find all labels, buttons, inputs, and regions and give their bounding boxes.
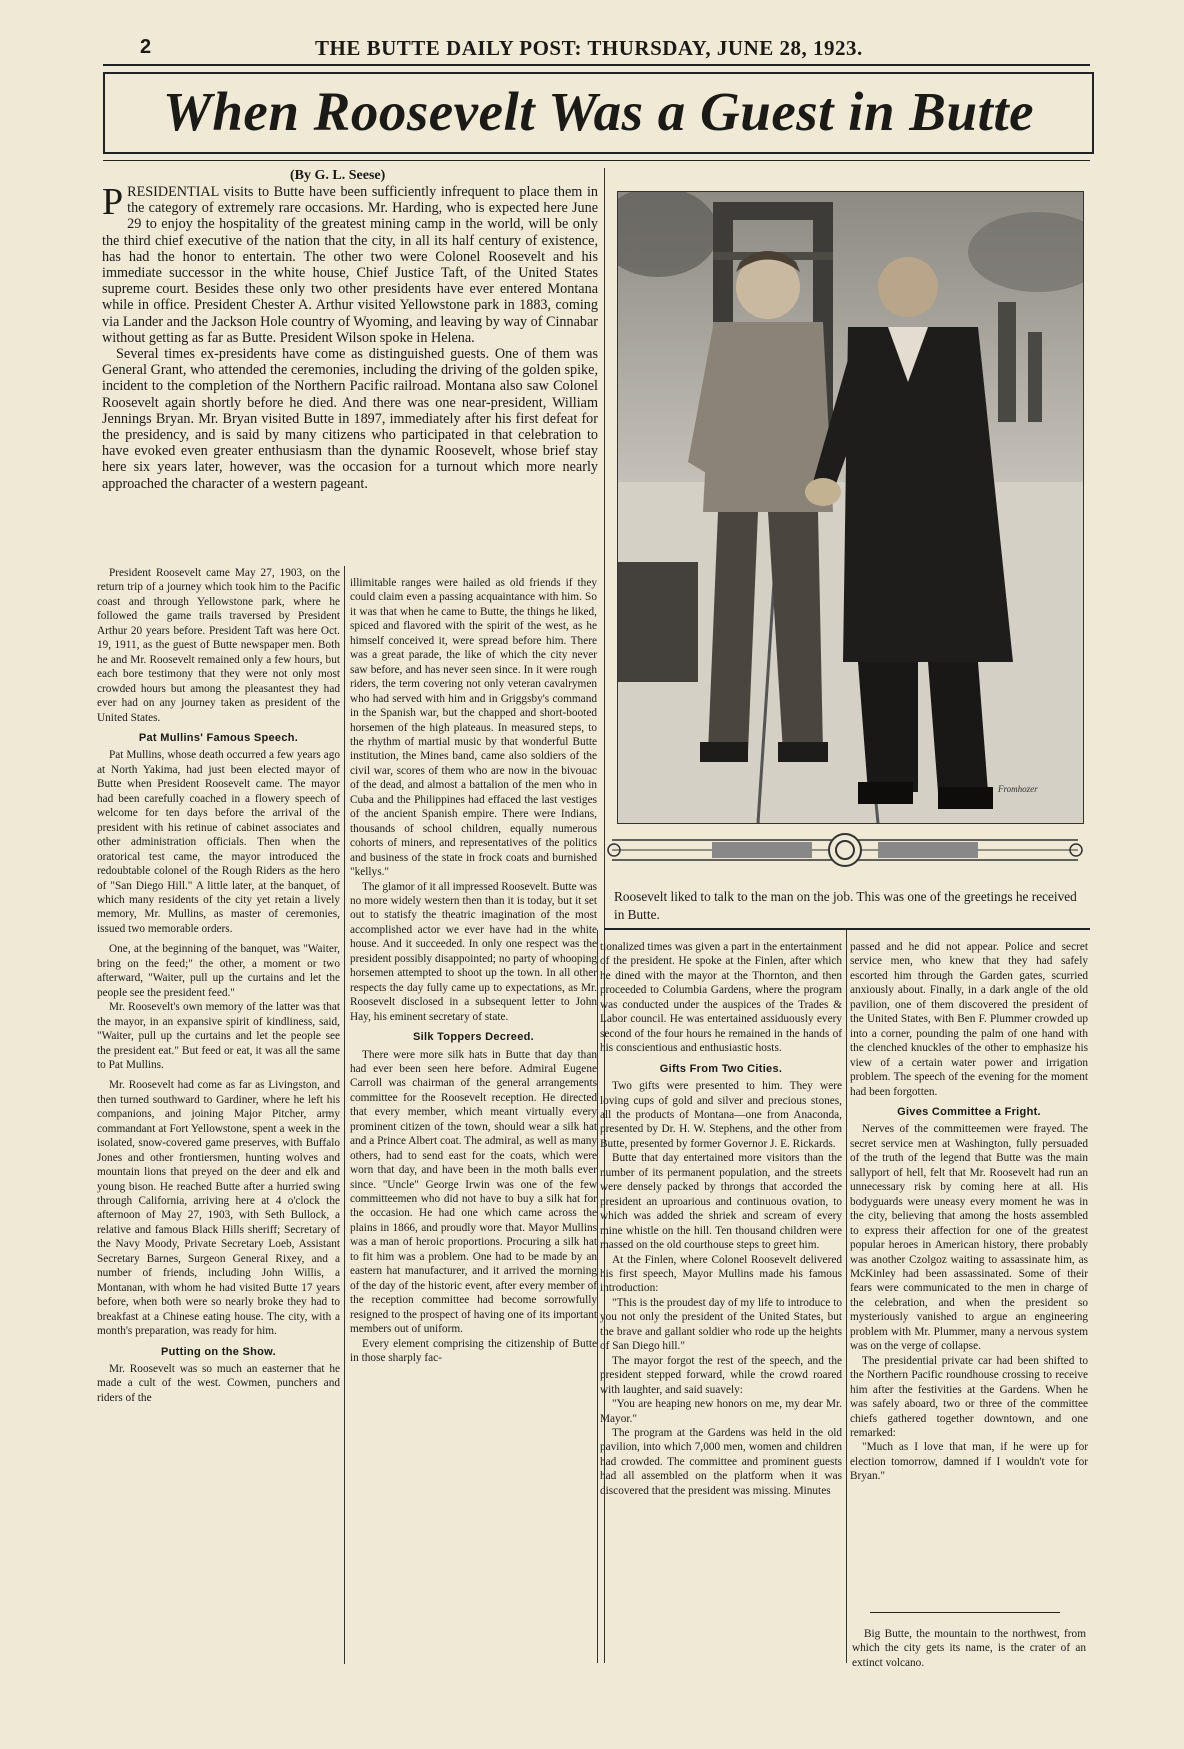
col2-subhead-1: Silk Toppers Decreed. — [412, 1031, 535, 1044]
col4-paragraph: "Much as I love that man, if he were up for election tomorrow, damned if I wouldn't vote for Bryan." — [850, 1441, 1088, 1483]
column-4 — [850, 940, 1088, 1484]
col4-paragraph: passed and he did not appear. Police and secret service men, who knew that they had safely escorted him through the Garden gates, scurried anxiously about. Finally, in a dark angle of the old pavilion, one of them discovered the president of the United States, with Ben F. Plummer crowded up into a corner, pounding the palm of one hand with the clenched knuckles of the other to emphasize his view of a certain water power and irrigation problem. The speech of the evening for the moment had been forgotten. — [850, 941, 1088, 1098]
col4-subhead-1: Gives Committee a Fright. — [897, 1105, 1041, 1118]
headline-rule — [103, 160, 1090, 161]
closing-note — [852, 1627, 1086, 1670]
masthead-rule — [103, 64, 1090, 66]
masthead — [140, 36, 1080, 64]
col1-paragraph: Pat Mullins, whose death occurred a few years ago at North Yakima, had just been elected mayor of Butte when President Roosevelt came. The mayor had been carefully coached in a flowery speech of welcome for ten days before the arrival of the president with his retinue of cabinet associates and other administration officials. Then when the oratorical test came, the mayor introduced the redoubtable colonel of the Rough Riders as the hero of "San Diego Hill." A little later, at the banquet, of which many residents of the city yet retain a lively memory, Mr. Mullins, as master of ceremonies, issued two memorable orders. — [97, 749, 340, 935]
column-rule-3 — [846, 930, 847, 1663]
col1-paragraph: Mr. Roosevelt's own memory of the latter was that the mayor, in an expansive spirit of kindliness, said, "Waiter, pull up the curtains and let the people see the president eat." But feed or eat, it was all the same to Pat Mullins. — [97, 1001, 340, 1071]
col3-subhead-1: Gifts From Two Cities. — [659, 1062, 783, 1075]
col3-paragraph: The program at the Gardens was held in the old pavilion, into which 7,000 men, women and children had crowded. The committee and prominent guests had all assembled on the platform when it was discovered that the president was missing. Minutes — [600, 1426, 842, 1497]
roosevelt-illustration — [617, 191, 1084, 824]
lead-paragraphs — [102, 181, 598, 492]
col3-paragraph: tionalized times was given a part in the entertainment of the president. He spoke at the Finlen, after which he dined with the mayor at the Thornton, and then proceeded to Columbia Gardens, where the program was conducted under the auspices of the Trades & Labor council. He was entertained assiduously every second of the four hours he remained in the hands of his conscientious and enthusiastic hosts. — [600, 941, 842, 1055]
col3-paragraph: "This is the proudest day of my life to introduce to you not only the president of the United States, but the brave and gallant soldier who rode up the heights of San Diego hill." — [600, 1296, 842, 1353]
ornamental-divider — [602, 832, 1088, 868]
col3-paragraph: "You are heaping new honors on me, my dear Mr. Mayor." — [600, 1398, 842, 1425]
drop-cap: P — [102, 181, 124, 223]
caption-rule — [604, 928, 1090, 930]
col3-paragraph: Butte that day entertained more visitors than the number of its permanent population, and the streets were densely packed by throngs that accorded the president an uproarious and continuous ovation, to which was added the shriek and scream of every mine whistle on the hill. Ten thousand children were massed on the old courthouse steps to greet him. — [600, 1152, 842, 1252]
closing-paragraph: Big Butte, the mountain to the northwest, from which the city gets its name, is the crater of an extinct volcano. — [852, 1628, 1086, 1669]
page-number: 2 — [140, 36, 152, 58]
col1-subhead-2: Putting on the Show. — [161, 1345, 276, 1358]
col1-paragraph: President Roosevelt came May 27, 1903, on the return trip of a journey which took him to the Pacific coast and through Yellowstone park, where he followed the game trails traversed by President Arthur 20 years before. President Taft was here Oct. 19, 1911, as the guest of Butte newspaper men. Both he and Mr. Roosevelt remained only a few hours, but each bore testimony that they were not only most crowded hours but among the pleasantest they had ever had on any journey taken as president of the United States. — [97, 567, 340, 724]
col2-paragraph: Every element comprising the citizenship of Butte in those sharply fac- — [350, 1337, 597, 1365]
illustration-drawing — [618, 192, 1083, 823]
lead-paragraph-2: Several times ex-presidents have come as distinguished guests. One of them was General Grant, who attended the ceremonies, including the driving of the golden spike, incident to the completion of the Northern Pacific railroad. Montana also saw Colonel Roosevelt again shortly before he died. And there was one near-president, William Jennings Bryan. Mr. Bryan visited Butte in 1897, immediately after his first defeat for the presidency, and is said by many citizens who participated in that celebration to have evoked even greater enthusiasm than the dynamic Roosevelt, whose brief stay here six years later, however, was the occasion for a turnout which more nearly approached the character of a western pageant. — [102, 346, 598, 492]
col3-paragraph: Two gifts were presented to him. They were loving cups of gold and silver and precious stones, all the products of Montana—one from Anaconda, presented by Dr. H. W. Stephens, and the other from Butte, presented by former Governor J. E. Rickards. — [600, 1080, 842, 1150]
illustration-signature: Fromhozer — [998, 784, 1038, 794]
col4-paragraph: The presidential private car had been shifted to the Northern Pacific roundhouse crossing to receive him after the festivities at the Gardens. When he was safely aboard, two or three of the committee chiefs gathered together downtown, and one remarked: — [850, 1354, 1088, 1439]
col2-paragraph: The glamor of it all impressed Roosevelt. Butte was no more widely western then than it is today, but it set out to statisfy the theatric imagination of the most accomplished actor we ever have had in the white house. And it succeeded. In only one respect was the president possibly disappointed; no party of whooping horsemen attempted to shoot up the town. In all other respects the day fully came up to expectations, as Mr. Roosevelt disclosed in a subsequent letter to John Hay, his eminent secretary of state. — [350, 880, 597, 1023]
column-3 — [600, 940, 842, 1498]
col2-paragraph: illimitable ranges were hailed as old friends if they could claim even a passing acquaintance with him. So it was that when he came to Butte, the things he liked, spiced and flavored with the spirit of the west, as he himself conceived it, were spread before him. There was a great parade, the like of which the city never saw before, and has never seen since. In it were rough riders, the term covering not only veteran cavalrymen who had served with him and in Griggsby's command in the Spanish war, but the chapped and short-booted horsemen of the high plateaus. In measured steps, to the rhythm of martial music by that wonderful Butte institution, the Mines band, came also soldiers of the civil war, scores of them who are now in the bivouac of the dead, and almost a battalion of the men who in Cuba and the Philippines had effaced the last vestiges of the ancient Spanish empire. There were Indians, thousands of school children, equally numerous cohorts of miners, and representatives of the politics and business of the state in frock coats and burnished "kellys." — [350, 577, 597, 879]
column-1 — [97, 566, 340, 1405]
lead-text-1: RESIDENTIAL visits to Butte have been sufficiently infrequent to place them in the category of extremely rare occasions. Mr. Harding, who is expected here June 29 to enjoy the hospitality of the greatest mining camp in the world, will be only the third chief executive of the nation that the city, in all its half century of existence, has had the honor to entertain. The other two were Colonel Roosevelt and his immediate successor in the white house, Chief Justice Taft, of the United States supreme court. Besides these only two other presidents have ever entered Montana while in office. President Chester A. Arthur visited Yellowstone park in 1883, coming via Lander and the Jackson Hole country of Wyoming, and leaving by way of Cinnabar without getting as far as Butte. President Wilson spoke in Helena. — [102, 184, 598, 346]
illustration-caption: Roosevelt liked to talk to the man on the job. This was one of the greetings he received in Butte. — [614, 889, 1077, 922]
paper-dateline: THE BUTTE DAILY POST: THURSDAY, JUNE 28, 1923. — [315, 36, 863, 60]
headline: When Roosevelt Was a Guest in Butte — [162, 81, 1035, 142]
col1-paragraph: Mr. Roosevelt had come as far as Livingston, and then turned southward to Gardiner, where he left his companions, and joining Major Pitcher, army commandant at Fort Yellowstone, spent a week in the isolated, snow-covered game preserves, with Buffalo Jones and other frontiersmen, hunting wolves and mountain lions that preyed on the deer and elk and young bison. He reached Butte after a hurried swing through California, arriving here at 4 o'clock the afternoon of May 27, 1903, with Seth Bullock, a relative and famous Black Hills sheriff; Secretary of the Navy Moody, Private Secretary Loeb, Assistant Secretary Barnes, Surgeon General Rixey, and a number of friends, including John Willis, a Montanan, with whom he had visited Butte 17 years before, when both were so nearly broke they had to breakfast at a Chinese eating house. The city, with a month's preparation, was ready for him. — [97, 1079, 340, 1338]
column-rule-2 — [597, 930, 598, 1663]
lead-paragraph-1 — [102, 181, 598, 346]
headline-box — [103, 72, 1094, 154]
column-2 — [350, 576, 597, 1365]
col3-paragraph: The mayor forgot the rest of the speech, and the president stepped forward, while the crowd roared with laughter, and said suavely: — [600, 1354, 842, 1396]
col1-paragraph: One, at the beginning of the banquet, was "Waiter, bring on the feed;" the other, a moment or two afterward, "Waiter, pull up the curtains and let the people see the president feed." — [97, 943, 340, 999]
closing-rule — [870, 1612, 1060, 1613]
col3-paragraph: At the Finlen, where Colonel Roosevelt delivered his first speech, Mayor Mullins made his famous introduction: — [600, 1253, 842, 1295]
byline: (By G. L. Seese) — [290, 168, 386, 183]
column-rule-1 — [344, 566, 345, 1664]
col1-paragraph: Mr. Roosevelt was so much an easterner that he made a cult of the west. Cowmen, punchers and riders of the — [97, 1363, 340, 1404]
col1-subhead-1: Pat Mullins' Famous Speech. — [138, 731, 299, 744]
col4-paragraph: Nerves of the committeemen were frayed. The secret service men at Washington, fully persuaded of the truth of the legend that Butte was the main sallyport of hell, felt that Mr. Roosevelt had run an unnecessary risk by coming here at all. His bodyguards were uneasy every moment he was in the city, believing that among the hosts assembled to express their affection for one of the greatest popular heroes in American history, there probably was another Czolgoz waiting to assassinate him, as McKinley had been assassinated. Some of their fears were communicated to the men in charge of the celebration, and when the president so mysteriously vanished to argue an engineering problem with Mr. Plummer, many a nervous system was on the verge of collapse. — [850, 1123, 1088, 1353]
col2-paragraph: There were more silk hats in Butte that day than had ever been seen here before. Admiral Eugene Carroll was chairman of the general arrangements committee for the Roosevelt reception. He directed that every member, which meant virtually every prominent citizen of the town, should wear a silk hat and a Prince Albert coat. The admiral, as well as many others, had to send east for the coats, which were worn that day, and have been in the moth balls ever since. "Uncle" George Irwin was one of the few committeemen who did not have to buy a silk hat for the occasion. He had one which came across the plains in 1866, and proudly wore that. Mayor Mullins was a man of heroic proportions. Procuring a silk hat to fit him was a problem. One had to be made by an eastern hat manufacturer, and it arrived the morning of the day of the historic event, after every member of the reception committee had become sorrowfully resigned to the prospect of having one of its important members out of uniform. — [350, 1048, 597, 1336]
